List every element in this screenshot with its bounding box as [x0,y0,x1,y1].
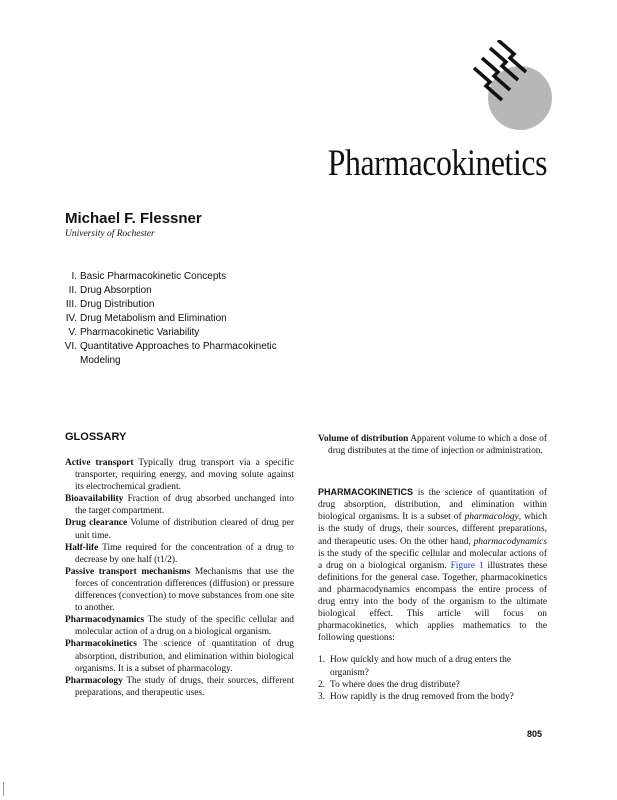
table-of-contents [65,270,365,368]
toc-label: Drug Distribution [80,299,155,310]
glossary-definition: The study of the specific cellular and molecular action of a drug on a biological organism. [75,615,294,638]
intro-text: , which is the study of drugs, their sources, different preparations, and therapeutic uses. On the other hand, [318,512,548,547]
toc-number: V. [68,327,77,338]
glossary-term: Pharmacology [65,675,123,686]
question-text: How rapidly is the drug removed from the body? [330,691,514,702]
glossary-term: Passive transport mechanisms [65,566,191,577]
glossary-column-left [65,457,294,699]
intro-text: illustrates these definitions for the general case. Together, pharmacokinetics and pharmacodynamics encompass the entire process of drug entry into the body of the organism to the ultimate biological effect. This article will focus on pharmacokinetics, which applies mathematics to the following questions: [318,560,548,644]
page-title: Pharmacokinetics [327,143,547,184]
glossary-heading: GLOSSARY [65,431,127,443]
intro-lead: PHARMACOKINETICS [318,487,414,498]
glossary-entry [65,542,294,566]
intro-emphasis: pharmacodynamics [473,536,547,547]
toc-label: Quantitative Approaches to Pharmacokinetic Modeling [80,341,277,366]
glossary-definition: Time required for the concentration of a drug to decrease by one half (t1/2). [75,542,294,565]
lightning-logo-icon [462,40,552,130]
glossary-term: Half-life [65,542,99,553]
glossary-entry [65,517,294,541]
glossary-definition: The science of quantitation of drug absorption, distribution, and elimination within biological organisms. It is a subset of pharmacology. [75,639,294,674]
glossary-entry [65,566,294,614]
intro-emphasis: pharmacology [464,512,519,523]
list-item [318,654,547,678]
toc-item[interactable] [65,298,365,312]
author-affiliation: University of Rochester [65,229,155,239]
glossary-term: Pharmacodynamics [65,615,145,626]
glossary-entry [65,493,294,517]
glossary-definition: Fraction of drug absorbed unchanged into the target compartment. [75,494,294,517]
glossary-entry [65,638,294,674]
question-text: To where does the drug distribute? [330,679,460,690]
glossary-definition: Volume of distribution cleared of drug per unit time. [75,518,294,541]
glossary-term: Bioavailability [65,494,124,505]
glossary-term: Volume of distribution [318,434,409,444]
toc-label: Basic Pharmacokinetic Concepts [80,271,227,282]
binding-mark [3,782,4,796]
toc-label: Pharmacokinetic Variability [80,327,200,338]
glossary-definition: Typically drug transport via a specific transporter, requiring energy, and moving solute against its electrochemical gradient. [75,458,294,493]
glossary-entry [318,433,547,457]
toc-item[interactable] [65,340,365,368]
glossary-definition: Mechanisms that use the forces of concentration differences (diffusion) or pressure differences (convection) to move substances from one site to another. [75,566,294,614]
toc-item[interactable] [65,270,365,284]
glossary-entry [65,675,294,699]
toc-item[interactable] [65,284,365,298]
question-number: 1. [318,655,326,666]
glossary-definition: Apparent volume to which a dose of drug distributes at the time of injection or administration. [328,434,547,457]
glossary-term: Pharmacokinetics [65,639,137,650]
figure-link[interactable]: Figure 1 [450,560,484,571]
toc-label: Drug Metabolism and Elimination [80,313,227,324]
page-number: 805 [527,729,543,739]
toc-number: III. [65,299,77,310]
toc-label: Drug Absorption [80,285,152,296]
author-name: Michael F. Flessner [65,210,202,227]
toc-item[interactable] [65,312,365,326]
question-number: 3. [318,691,326,702]
list-item [318,679,547,691]
body-column-right [318,433,547,703]
toc-number: VI. [64,341,77,352]
toc-number: II. [68,285,77,296]
intro-paragraph [318,486,547,644]
intro-text: is the science of quantitation of drug absorption, distribution, and elimination within biological organisms. It is a subset of [318,488,547,523]
toc-number: IV. [65,313,77,324]
glossary-definition: The study of drugs, their sources, different preparations, and therapeutic uses. [75,675,294,698]
glossary-entry [65,457,294,493]
list-item [318,691,547,703]
toc-number: I. [71,271,77,282]
question-list [318,654,547,702]
intro-text: is the study of the specific cellular and molecular actions of a drug on a biological organism. [318,548,547,571]
glossary-term: Drug clearance [65,518,128,529]
glossary-term: Active transport [65,458,134,468]
glossary-entry [65,614,294,638]
question-text: How quickly and how much of a drug enters the organism? [330,655,511,678]
toc-item[interactable] [65,326,365,340]
question-number: 2. [318,679,326,690]
